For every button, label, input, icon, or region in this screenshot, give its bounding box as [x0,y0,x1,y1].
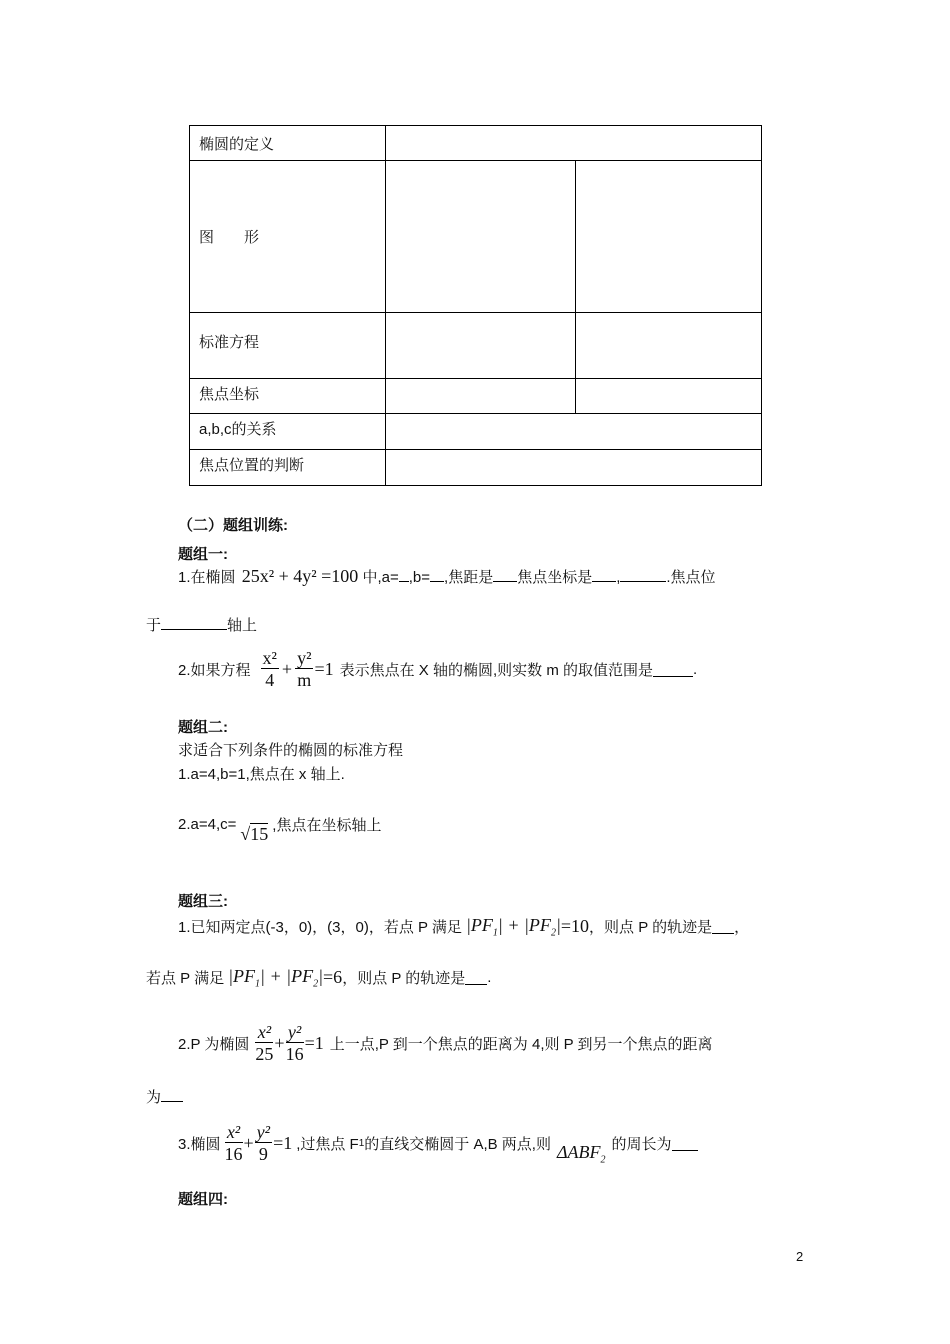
row-focus-position-label: 焦点位置的判断 [190,450,386,486]
g3-question-1-line2: 若点 P 满足 $|PF_1| + |PF_2|$ =6 ，则点 P 的轨迹是 . [146,966,492,990]
cell-standard-eq-2 [576,313,762,379]
cell-figure-2 [576,161,762,313]
g1-question-2: 2.如果方程 $\frac{\text{x²}}{4}$ + $\frac{\text{y²}}{m}$ =1 表示焦点在 X 轴的椭圆,则实数 m 的取值范围是 . [178,648,698,690]
g1-q1-equation: 25x² + 4y² =100 [241,566,359,586]
g2-intro: 求适合下列条件的椭圆的标准方程 [178,742,404,759]
row-standard-eq-label: 标准方程 [190,313,386,379]
cell-abc [386,414,762,450]
ellipse-summary-table [189,125,762,486]
g3-question-1: 1.已知两定点(-3，0)，(3，0)，若点 P 满足 $|PF_1| + |PF_2|$ =10 ，则点 P 的轨迹是 ， [178,915,750,939]
group-1-title: 题组一: [178,546,228,563]
row-figure-label: 图 形 [190,161,386,313]
g3-question-2-line2: 为 [146,1086,183,1107]
row-foci-label: 焦点坐标 [190,379,386,414]
section-heading: （二）题组训练: [178,517,288,534]
cell-foci-2 [576,379,762,414]
page-number: 2 [796,1249,804,1264]
g1-question-1: 1.在椭圆 25x² + 4y² =100 中,a= ,b= ,焦距是 焦点坐标是 , .焦点位 [178,566,716,586]
cell-figure-1 [386,161,576,313]
row-abc-label: a,b,c的关系 [190,414,386,450]
g2-question-1: 1.a=4,b=1,焦点在 x 轴上. [178,766,345,783]
g3-question-3: 3.椭圆 $\frac{\text{x²}}{16}$ + $\frac{\text{y²}}{9}$ =1 ,过焦点 F 1 的直线交椭圆于 A,B 两点,则 $\Delta ABF_2$ 的周长为 [178,1122,698,1165]
cell-focus-position [386,450,762,486]
cell-definition [386,126,762,161]
g1-question-1-line2: 于 轴上 [146,617,258,634]
group-2-title: 题组二: [178,719,228,736]
row-definition-label: 椭圆的定义 [190,126,386,161]
group-3-title: 题组三: [178,893,228,910]
g3-question-2: 2.P 为椭圆 $\frac{\text{x²}}{25}$ + $\frac{\text{y²}}{16}$ =1 上一点,P 到一个焦点的距离为 4,则 P 到另一个焦点的距离 [178,1022,713,1064]
group-4-title: 题组四: [178,1191,228,1208]
g2-question-2: 2.a=4,c= √15 ,焦点在坐标轴上 [178,816,382,844]
cell-standard-eq-1 [386,313,576,379]
cell-foci-1 [386,379,576,414]
